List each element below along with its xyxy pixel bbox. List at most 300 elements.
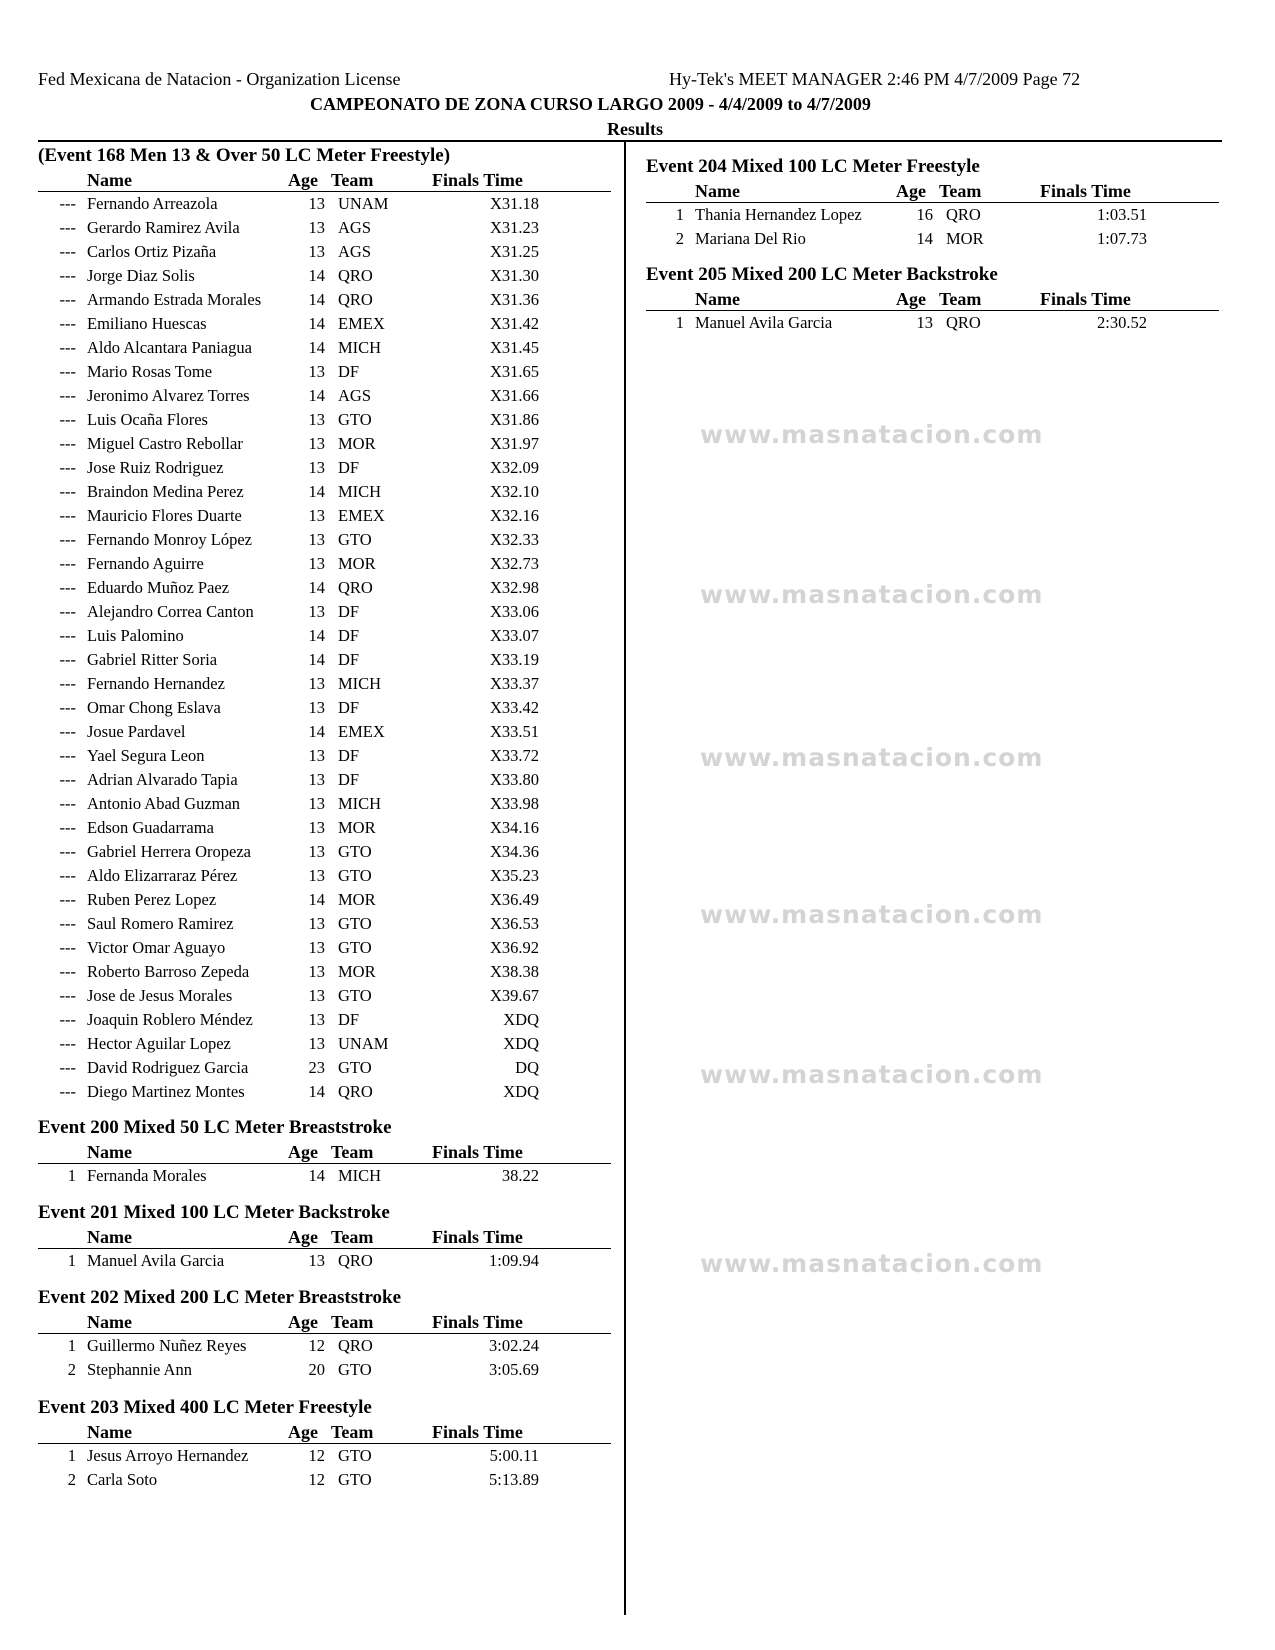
result-name: Gabriel Herrera Oropeza <box>87 842 251 861</box>
result-name: Carla Soto <box>87 1470 158 1489</box>
result-row <box>38 1468 611 1492</box>
result-time: X33.37 <box>489 674 539 693</box>
result-row <box>38 1056 611 1080</box>
watermark: www.masnatacion.com <box>700 743 1044 772</box>
result-age: 13 <box>308 794 325 813</box>
result-name: Alejandro Correa Canton <box>87 602 254 621</box>
result-name: Saul Romero Ramirez <box>87 914 234 933</box>
result-row <box>38 1032 611 1056</box>
result-place: --- <box>59 746 76 765</box>
result-team: UNAM <box>338 1034 389 1053</box>
result-time: X32.10 <box>489 482 539 501</box>
result-age: 14 <box>308 578 325 597</box>
result-time: 38.22 <box>501 1166 539 1185</box>
result-row <box>38 1080 611 1104</box>
result-team: DF <box>338 602 360 621</box>
result-team: DF <box>338 626 360 645</box>
column-header-row <box>38 168 611 192</box>
result-age: 13 <box>308 698 325 717</box>
result-row <box>38 1444 611 1468</box>
result-age: 13 <box>308 458 325 477</box>
result-row <box>38 1164 611 1188</box>
result-name: Luis Palomino <box>87 626 184 645</box>
result-place: --- <box>59 290 76 309</box>
result-name: Stephannie Ann <box>87 1360 192 1379</box>
event-block <box>646 155 1219 251</box>
column-header-row <box>646 287 1219 311</box>
result-age: 13 <box>308 1010 325 1029</box>
result-age: 14 <box>308 722 325 741</box>
result-name: Antonio Abad Guzman <box>87 794 241 813</box>
result-age: 13 <box>308 434 325 453</box>
header-age: Age <box>896 181 926 201</box>
result-time: X31.25 <box>489 242 539 261</box>
result-age: 13 <box>308 986 325 1005</box>
result-row <box>38 192 611 216</box>
event-block <box>646 263 1219 335</box>
column-header-row <box>38 1225 611 1249</box>
result-team: QRO <box>338 1336 373 1355</box>
header-time: Finals Time <box>1040 181 1131 201</box>
result-team: QRO <box>338 578 373 597</box>
header-team: Team <box>331 170 374 190</box>
result-time: X39.67 <box>489 986 539 1005</box>
result-row <box>38 816 611 840</box>
result-team: AGS <box>338 242 372 261</box>
result-row <box>38 384 611 408</box>
result-time: X32.16 <box>489 506 539 525</box>
result-age: 14 <box>308 386 325 405</box>
result-name: Mariana Del Rio <box>695 229 806 248</box>
result-name: Jose Ruiz Rodriguez <box>87 458 224 477</box>
result-time: X34.16 <box>489 818 539 837</box>
result-name: Miguel Castro Rebollar <box>87 434 243 453</box>
result-place: --- <box>59 338 76 357</box>
result-name: Jose de Jesus Morales <box>87 986 233 1005</box>
result-row <box>38 576 611 600</box>
result-time: X31.97 <box>489 434 539 453</box>
result-place: --- <box>59 626 76 645</box>
result-age: 13 <box>308 770 325 789</box>
result-name: Jorge Diaz Solis <box>87 266 195 285</box>
result-age: 14 <box>308 338 325 357</box>
result-name: Hector Aguilar Lopez <box>87 1034 231 1053</box>
result-row <box>38 312 611 336</box>
event-title: Event 200 Mixed 50 LC Meter Breaststroke <box>38 1117 392 1138</box>
result-age: 13 <box>308 842 325 861</box>
result-row <box>38 600 611 624</box>
result-team: MOR <box>338 434 376 453</box>
result-age: 13 <box>308 674 325 693</box>
result-name: Mauricio Flores Duarte <box>87 506 242 525</box>
header-time: Finals Time <box>1040 289 1131 309</box>
result-time: X35.23 <box>489 866 539 885</box>
result-time: 3:02.24 <box>489 1336 539 1355</box>
result-name: Luis Ocaña Flores <box>87 410 208 429</box>
result-name: Edson Guadarrama <box>87 818 214 837</box>
result-name: Ruben Perez Lopez <box>87 890 217 909</box>
result-time: 1:03.51 <box>1097 205 1147 224</box>
result-name: Fernando Monroy López <box>87 530 252 549</box>
result-age: 14 <box>308 314 325 333</box>
result-team: MOR <box>338 962 376 981</box>
watermark: www.masnatacion.com <box>700 1060 1044 1089</box>
result-place: 1 <box>67 1166 76 1185</box>
event-block <box>38 1286 611 1382</box>
result-row <box>38 792 611 816</box>
result-team: MICH <box>338 674 382 693</box>
event-title: Event 205 Mixed 200 LC Meter Backstroke <box>646 264 998 285</box>
header-age: Age <box>288 1312 318 1332</box>
result-time: 3:05.69 <box>489 1360 539 1379</box>
result-name: Fernando Arreazola <box>87 194 218 213</box>
result-time: X33.19 <box>489 650 539 669</box>
result-row <box>38 336 611 360</box>
result-team: QRO <box>338 266 373 285</box>
result-place: --- <box>59 1034 76 1053</box>
result-row <box>38 696 611 720</box>
result-name: Thania Hernandez Lopez <box>695 205 862 224</box>
result-team: GTO <box>338 1470 372 1489</box>
event-block <box>38 1116 611 1188</box>
result-place: --- <box>59 722 76 741</box>
result-place: --- <box>59 242 76 261</box>
result-team: GTO <box>338 410 372 429</box>
result-age: 13 <box>916 313 933 332</box>
result-row <box>38 456 611 480</box>
column-header-row <box>646 179 1219 203</box>
result-time: X33.07 <box>489 626 539 645</box>
result-time: XDQ <box>503 1034 539 1053</box>
result-row <box>38 984 611 1008</box>
result-name: Carlos Ortiz Pizaña <box>87 242 217 261</box>
result-place: 1 <box>67 1336 76 1355</box>
result-team: UNAM <box>338 194 389 213</box>
result-time: X33.51 <box>489 722 539 741</box>
result-place: 1 <box>67 1251 76 1270</box>
header-name: Name <box>87 1227 132 1247</box>
result-place: --- <box>59 218 76 237</box>
result-team: EMEX <box>338 314 385 333</box>
header-time: Finals Time <box>432 1227 523 1247</box>
result-name: Gabriel Ritter Soria <box>87 650 218 669</box>
result-age: 14 <box>308 890 325 909</box>
result-team: AGS <box>338 386 372 405</box>
result-team: EMEX <box>338 506 385 525</box>
result-place: --- <box>59 938 76 957</box>
meet-title: CAMPEONATO DE ZONA CURSO LARGO 2009 - 4/4/2009 to 4/7/2009 <box>310 94 871 114</box>
result-team: EMEX <box>338 722 385 741</box>
result-team: GTO <box>338 1446 372 1465</box>
result-time: X31.42 <box>489 314 539 333</box>
result-row <box>646 227 1219 251</box>
result-age: 13 <box>308 194 325 213</box>
result-row <box>38 888 611 912</box>
result-team: DF <box>338 746 360 765</box>
result-row <box>38 528 611 552</box>
result-team: MOR <box>946 229 984 248</box>
result-time: X31.30 <box>489 266 539 285</box>
result-time: X31.65 <box>489 362 539 381</box>
result-name: Mario Rosas Tome <box>87 362 213 381</box>
result-place: --- <box>59 482 76 501</box>
header-time: Finals Time <box>432 1312 523 1332</box>
result-time: 5:13.89 <box>489 1470 539 1489</box>
result-time: X32.09 <box>489 458 539 477</box>
result-team: MOR <box>338 554 376 573</box>
result-name: Emiliano Huescas <box>87 314 207 333</box>
header-team: Team <box>331 1312 374 1332</box>
result-team: GTO <box>338 1058 372 1077</box>
result-team: DF <box>338 362 360 381</box>
result-row <box>38 672 611 696</box>
result-team: MICH <box>338 482 382 501</box>
result-place: --- <box>59 866 76 885</box>
result-name: Diego Martinez Montes <box>87 1082 245 1101</box>
result-place: --- <box>59 602 76 621</box>
result-name: Victor Omar Aguayo <box>87 938 226 957</box>
result-age: 13 <box>308 914 325 933</box>
header-age: Age <box>288 1227 318 1247</box>
result-age: 13 <box>308 866 325 885</box>
result-time: 1:09.94 <box>489 1251 539 1270</box>
result-time: DQ <box>515 1058 539 1077</box>
result-team: MICH <box>338 794 382 813</box>
result-age: 13 <box>308 1251 325 1270</box>
result-row <box>38 840 611 864</box>
result-team: MICH <box>338 1166 382 1185</box>
result-age: 13 <box>308 746 325 765</box>
header-time: Finals Time <box>432 1142 523 1162</box>
result-place: --- <box>59 386 76 405</box>
result-team: DF <box>338 1010 360 1029</box>
result-age: 13 <box>308 554 325 573</box>
result-place: --- <box>59 650 76 669</box>
result-place: 2 <box>675 229 684 248</box>
result-age: 14 <box>308 1082 325 1101</box>
org-license: Fed Mexicana de Natacion - Organization License <box>38 69 401 89</box>
watermark: www.masnatacion.com <box>700 420 1044 449</box>
header-age: Age <box>288 1422 318 1442</box>
result-time: 2:30.52 <box>1097 313 1147 332</box>
result-time: X31.36 <box>489 290 539 309</box>
event-title: Event 204 Mixed 100 LC Meter Freestyle <box>646 156 980 177</box>
result-row <box>38 768 611 792</box>
event-block <box>38 144 611 1104</box>
result-time: X36.49 <box>489 890 539 909</box>
result-age: 13 <box>308 362 325 381</box>
result-name: Jesus Arroyo Hernandez <box>87 1446 249 1465</box>
result-time: 1:07.73 <box>1097 229 1147 248</box>
result-row <box>646 311 1219 335</box>
result-place: --- <box>59 818 76 837</box>
column-header-row <box>38 1310 611 1334</box>
section-title: Results <box>607 119 664 139</box>
result-time: X32.98 <box>489 578 539 597</box>
result-team: MOR <box>338 818 376 837</box>
event-title: Event 201 Mixed 100 LC Meter Backstroke <box>38 1202 390 1223</box>
result-place: --- <box>59 266 76 285</box>
result-team: GTO <box>338 1360 372 1379</box>
result-row <box>38 504 611 528</box>
header-age: Age <box>288 170 318 190</box>
result-row <box>38 480 611 504</box>
result-place: --- <box>59 362 76 381</box>
result-age: 13 <box>308 938 325 957</box>
result-row <box>38 744 611 768</box>
result-name: Adrian Alvarado Tapia <box>87 770 238 789</box>
result-place: --- <box>59 1082 76 1101</box>
result-name: Omar Chong Eslava <box>87 698 221 717</box>
result-age: 13 <box>308 1034 325 1053</box>
result-team: MOR <box>338 890 376 909</box>
result-age: 14 <box>308 266 325 285</box>
result-age: 12 <box>308 1470 325 1489</box>
result-row <box>38 720 611 744</box>
result-place: --- <box>59 434 76 453</box>
result-row <box>646 203 1219 227</box>
result-time: X31.66 <box>489 386 539 405</box>
result-row <box>38 1249 611 1273</box>
result-age: 13 <box>308 530 325 549</box>
result-name: Guillermo Nuñez Reyes <box>87 1336 247 1355</box>
result-time: X33.06 <box>489 602 539 621</box>
event-block <box>38 1396 611 1492</box>
result-name: Braindon Medina Perez <box>87 482 244 501</box>
header-time: Finals Time <box>432 1422 523 1442</box>
result-time: X38.38 <box>489 962 539 981</box>
result-age: 14 <box>308 650 325 669</box>
result-row <box>38 216 611 240</box>
result-age: 14 <box>308 290 325 309</box>
result-age: 13 <box>308 962 325 981</box>
result-row <box>38 624 611 648</box>
result-team: DF <box>338 770 360 789</box>
result-time: X33.42 <box>489 698 539 717</box>
result-place: --- <box>59 890 76 909</box>
result-time: X33.80 <box>489 770 539 789</box>
watermark: www.masnatacion.com <box>700 580 1044 609</box>
result-row <box>38 936 611 960</box>
result-place: --- <box>59 794 76 813</box>
header-name: Name <box>87 170 132 190</box>
header-name: Name <box>695 181 740 201</box>
column-header-row <box>38 1140 611 1164</box>
result-age: 13 <box>308 218 325 237</box>
result-age: 14 <box>308 626 325 645</box>
result-name: Aldo Elizarraraz Pérez <box>87 866 238 885</box>
result-team: GTO <box>338 986 372 1005</box>
event-block <box>38 1201 611 1273</box>
result-age: 14 <box>916 229 933 248</box>
result-age: 12 <box>308 1336 325 1355</box>
result-team: QRO <box>338 1251 373 1270</box>
result-time: XDQ <box>503 1010 539 1029</box>
result-name: Eduardo Muñoz Paez <box>87 578 230 597</box>
result-name: Manuel Avila Garcia <box>695 313 833 332</box>
header-team: Team <box>939 289 982 309</box>
result-place: --- <box>59 458 76 477</box>
result-team: QRO <box>946 205 981 224</box>
result-place: --- <box>59 986 76 1005</box>
result-name: Fernando Hernandez <box>87 674 225 693</box>
header-age: Age <box>896 289 926 309</box>
result-team: QRO <box>338 1082 373 1101</box>
result-age: 14 <box>308 1166 325 1185</box>
result-row <box>38 264 611 288</box>
result-row <box>38 240 611 264</box>
result-name: Yael Segura Leon <box>87 746 205 765</box>
header-name: Name <box>695 289 740 309</box>
result-place: --- <box>59 530 76 549</box>
result-time: XDQ <box>503 1082 539 1101</box>
result-team: GTO <box>338 530 372 549</box>
result-time: X31.86 <box>489 410 539 429</box>
watermark: www.masnatacion.com <box>700 900 1044 929</box>
result-age: 13 <box>308 242 325 261</box>
result-age: 13 <box>308 506 325 525</box>
result-place: --- <box>59 698 76 717</box>
header-time: Finals Time <box>432 170 523 190</box>
result-place: --- <box>59 314 76 333</box>
result-row <box>38 1358 611 1382</box>
result-time: X31.45 <box>489 338 539 357</box>
event-title: (Event 168 Men 13 & Over 50 LC Meter Freestyle) <box>38 145 451 166</box>
result-name: Jeronimo Alvarez Torres <box>87 386 250 405</box>
result-time: X31.18 <box>489 194 539 213</box>
result-team: GTO <box>338 842 372 861</box>
result-age: 12 <box>308 1446 325 1465</box>
result-age: 13 <box>308 818 325 837</box>
result-team: AGS <box>338 218 372 237</box>
result-place: --- <box>59 554 76 573</box>
result-place: 1 <box>675 205 684 224</box>
result-age: 20 <box>308 1360 325 1379</box>
result-place: --- <box>59 506 76 525</box>
result-row <box>38 912 611 936</box>
header-name: Name <box>87 1312 132 1332</box>
result-name: Roberto Barroso Zepeda <box>87 962 250 981</box>
result-place: --- <box>59 578 76 597</box>
result-name: Aldo Alcantara Paniagua <box>87 338 252 357</box>
event-title: Event 202 Mixed 200 LC Meter Breaststroke <box>38 1287 402 1308</box>
result-team: QRO <box>338 290 373 309</box>
result-name: Armando Estrada Morales <box>87 290 262 309</box>
result-place: --- <box>59 410 76 429</box>
header-age: Age <box>288 1142 318 1162</box>
result-row <box>38 1008 611 1032</box>
result-team: GTO <box>338 866 372 885</box>
result-place: --- <box>59 914 76 933</box>
result-age: 13 <box>308 602 325 621</box>
result-team: MICH <box>338 338 382 357</box>
header-team: Team <box>331 1142 374 1162</box>
result-time: X32.73 <box>489 554 539 573</box>
result-age: 14 <box>308 482 325 501</box>
result-age: 23 <box>308 1058 325 1077</box>
result-time: X33.98 <box>489 794 539 813</box>
result-place: 2 <box>67 1470 76 1489</box>
result-row <box>38 360 611 384</box>
software-info: Hy-Tek's MEET MANAGER 2:46 PM 4/7/2009 Page 72 <box>669 69 1081 89</box>
result-place: --- <box>59 674 76 693</box>
result-row <box>38 864 611 888</box>
result-name: Gerardo Ramirez Avila <box>87 218 240 237</box>
result-row <box>38 1334 611 1358</box>
result-time: X32.33 <box>489 530 539 549</box>
result-age: 13 <box>308 410 325 429</box>
result-row <box>38 552 611 576</box>
